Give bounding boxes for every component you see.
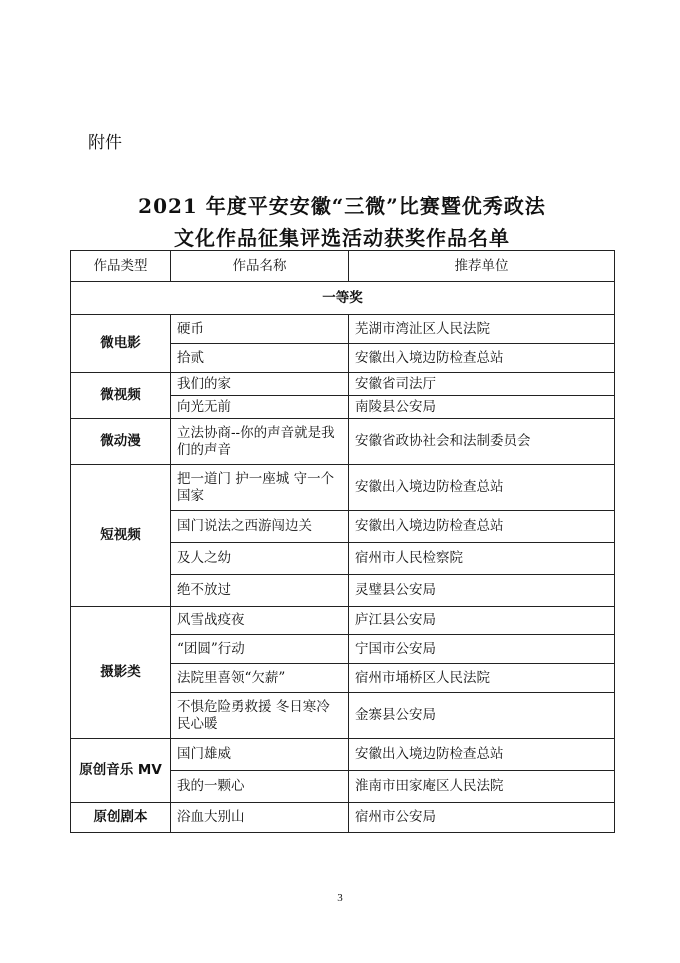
category-cell: 微电影 [71,315,171,373]
table-row [71,739,615,771]
recommending-unit: 芜湖市湾沚区人民法院 [349,315,615,344]
recommending-unit: 金寨县公安局 [349,693,615,739]
recommending-unit: 宿州市公安局 [349,803,615,833]
work-name: “团圆”行动 [171,635,349,664]
recommending-unit: 南陵县公安局 [349,396,615,419]
category-cell: 原创剧本 [71,803,171,833]
table-row [71,373,615,396]
category-cell: 摄影类 [71,607,171,739]
table-row [71,803,615,833]
recommending-unit: 灵璧县公安局 [349,575,615,607]
recommending-unit: 淮南市田家庵区人民法院 [349,771,615,803]
work-name: 风雪战疫夜 [171,607,349,635]
work-name: 立法协商--你的声音就是我们的声音 [171,419,349,465]
award-table [70,250,615,833]
work-name: 浴血大别山 [171,803,349,833]
recommending-unit: 安徽出入境边防检查总站 [349,465,615,511]
recommending-unit: 安徽省政协社会和法制委员会 [349,419,615,465]
prize-level-row [71,282,615,315]
recommending-unit: 宿州市人民检察院 [349,543,615,575]
work-name: 不惧危险勇救援 冬日寒冷民心暖 [171,693,349,739]
category-cell: 短视频 [71,465,171,607]
recommending-unit: 宿州市埇桥区人民法院 [349,664,615,693]
recommending-unit: 庐江县公安局 [349,607,615,635]
work-name: 绝不放过 [171,575,349,607]
table-row [71,315,615,344]
table-row [71,419,615,465]
work-name: 硬币 [171,315,349,344]
document-title-line-2: 文化作品征集评选活动获奖作品名单 [174,226,510,250]
work-name: 拾贰 [171,344,349,373]
header-work-name: 作品名称 [171,251,349,282]
recommending-unit: 安徽出入境边防检查总站 [349,739,615,771]
recommending-unit: 安徽出入境边防检查总站 [349,511,615,543]
attachment-label: 附件 [88,133,122,153]
work-name: 把一道门 护一座城 守一个国家 [171,465,349,511]
table-header-row [71,251,615,282]
work-name: 我们的家 [171,373,349,396]
recommending-unit: 宁国市公安局 [349,635,615,664]
page-number: 3 [337,892,343,904]
table-row [71,465,615,511]
table-row [71,607,615,635]
work-name: 及人之幼 [171,543,349,575]
prize-level-label: 一等奖 [71,282,615,315]
work-name: 向光无前 [171,396,349,419]
work-name: 国门说法之西游闯边关 [171,511,349,543]
header-work-type: 作品类型 [71,251,171,282]
work-name: 国门雄威 [171,739,349,771]
category-cell: 微视频 [71,373,171,419]
recommending-unit: 安徽省司法厅 [349,373,615,396]
category-cell: 微动漫 [71,419,171,465]
document-title-line-1: 2021 年度平安安徽“三微”比赛暨优秀政法 [138,194,546,218]
work-name: 我的一颗心 [171,771,349,803]
header-recommending-unit: 推荐单位 [349,251,615,282]
work-name: 法院里喜领“欠薪” [171,664,349,693]
recommending-unit: 安徽出入境边防检查总站 [349,344,615,373]
category-cell: 原创音乐 MV [71,739,171,803]
